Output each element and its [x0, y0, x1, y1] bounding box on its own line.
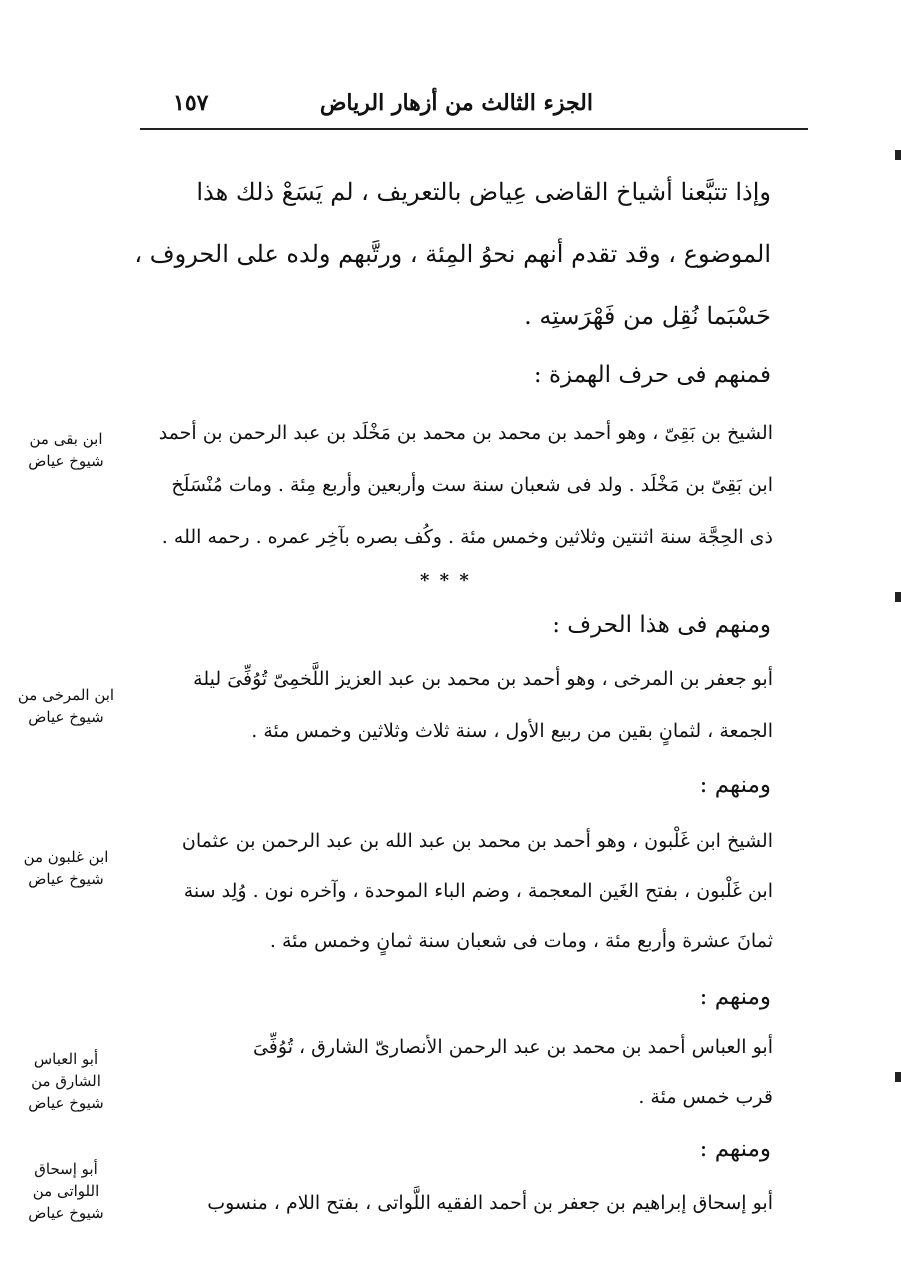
margin-note: ابن بقى من شيوخ عياض — [28, 430, 104, 470]
body-line: أبو جعفر بن المرخى ، وهو أحمد بن محمد بن عبد العزيز اللَّخمِىّ تُوُفِّىَ ليلة — [193, 668, 773, 690]
intro-line: الموضوع ، وقد تقدم أنهم نحوُ المِئة ، ورتَّبهم ولده على الحروف ، — [134, 240, 771, 268]
page-header — [140, 84, 808, 124]
section-heading: فمنهم فى حرف الهمزة : — [533, 362, 771, 388]
section-heading: ومنهم : — [699, 984, 771, 1010]
section-separator: * * * — [420, 570, 471, 591]
scan-edge-mark — [895, 150, 901, 160]
header-rule — [140, 128, 808, 130]
running-title: الجزء الثالث من أزهار الرياض — [319, 90, 593, 116]
margin-note: أبو العباس الشارق من شيوخ عياض — [28, 1050, 104, 1112]
body-line: أبو إسحاق إبراهيم بن جعفر بن أحمد الفقيه اللَّواتى ، بفتح اللام ، منسوب — [207, 1192, 773, 1214]
page-number: ١٥٧ — [173, 90, 209, 116]
body-line: ابن بَقِىّ بن مَخْلَد . ولد فى شعبان سنة ست وأربعين وأربع مِئة . ومات مُنْسَلَخ — [171, 474, 773, 496]
margin-note: ابن المرخى من شيوخ عياض — [17, 686, 115, 726]
scan-edge-mark — [895, 1072, 901, 1082]
body-line: ابن غَلْبون ، بفتح الغَين المعجمة ، وضم الباء الموحدة ، وآخره نون . وُلِد سنة — [183, 880, 773, 902]
body-line: الشيخ ابن غَلْبون ، وهو أحمد بن محمد بن عبد الله بن عبد الرحمن بن عثمان — [181, 830, 773, 852]
intro-line: حَسْبَما نُقِل من فَهْرَستِه . — [524, 302, 771, 330]
scan-edge-mark — [895, 592, 901, 602]
section-heading: ومنهم فى هذا الحرف : — [552, 612, 771, 638]
body-line: ذى الحِجَّة سنة اثنتين وثلاثين وخمس مئة . وكُف بصره بآخِر عمره . رحمه الله . — [161, 526, 773, 548]
body-line: ثمانَ عشرة وأربع مئة ، ومات فى شعبان سنة ثمانٍ وخمس مئة . — [269, 930, 773, 952]
section-heading: ومنهم : — [699, 1136, 771, 1162]
margin-note: أبو إسحاق اللواتى من شيوخ عياض — [28, 1160, 104, 1222]
section-heading: ومنهم : — [699, 772, 771, 798]
margin-note: ابن غلبون من شيوخ عياض — [23, 848, 109, 888]
body-line: قرب خمس مئة . — [638, 1086, 773, 1108]
body-line: الشيخ بن بَقِىّ ، وهو أحمد بن محمد بن محمد بن مَخْلَد بن عبد الرحمن بن أحمد — [158, 422, 773, 444]
intro-line: وإذا تتبَّعنا أشياخ القاضى عِياض بالتعريف ، لم يَسَعْ ذلك هذا — [196, 178, 771, 206]
body-line: أبو العباس أحمد بن محمد بن عبد الرحمن الأنصارىّ الشارق ، تُوُفِّىَ — [252, 1036, 773, 1058]
body-line: الجمعة ، لثمانٍ بقين من ربيع الأول ، سنة ثلاث وثلاثين وخمس مئة . — [251, 720, 773, 742]
